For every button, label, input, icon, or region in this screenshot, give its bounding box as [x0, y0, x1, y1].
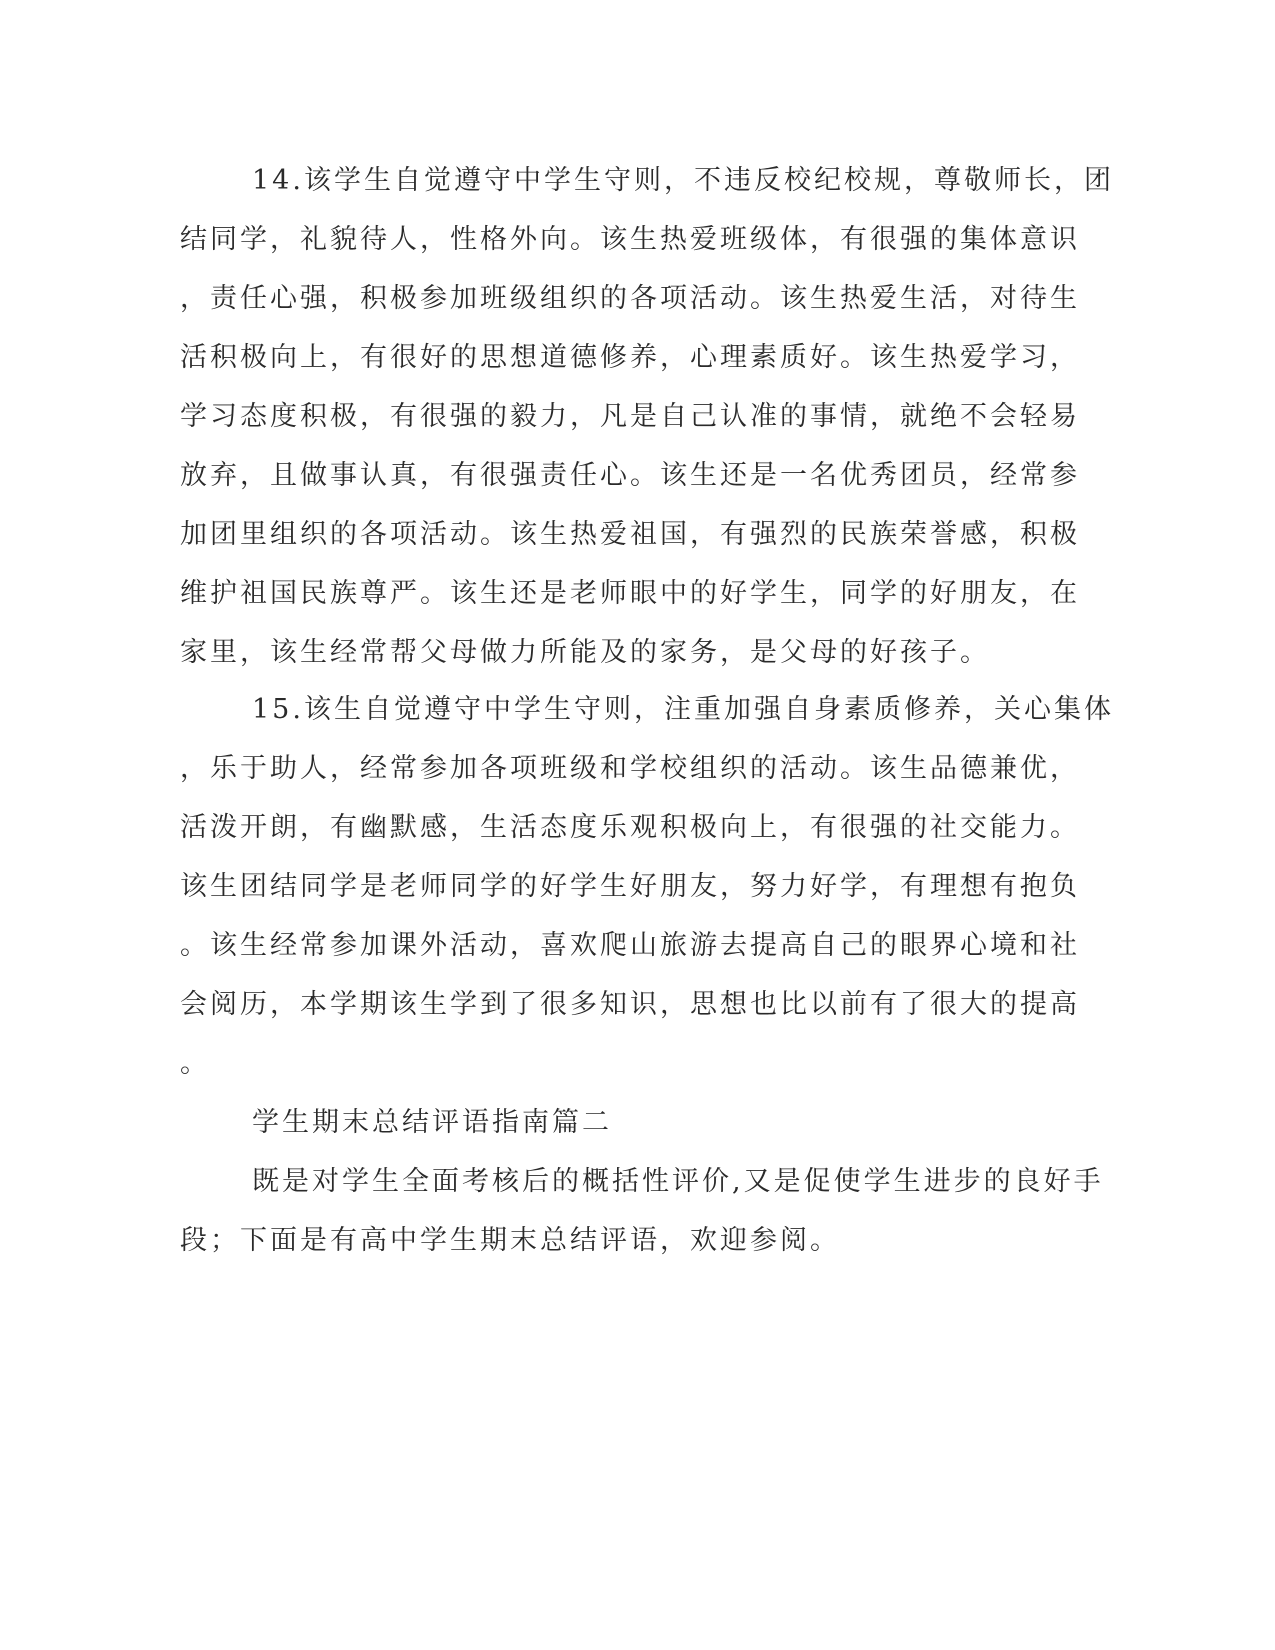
- paragraph-15-line-6: 会阅历，本学期该生学到了很多知识，思想也比以前有了很大的提高: [180, 989, 1080, 1020]
- paragraph-15-line-2: ，乐于助人，经常参加各项班级和学校组织的活动。该生品德兼优，: [180, 753, 1080, 784]
- paragraph-14-line-5: 学习态度积极，有很强的毅力，凡是自己认准的事情，就绝不会轻易: [180, 401, 1080, 432]
- paragraph-14-line-8: 维护祖国民族尊严。该生还是老师眼中的好学生，同学的好朋友，在: [180, 578, 1080, 609]
- paragraph-15-line-4: 该生团结同学是老师同学的好学生好朋友，努力好学，有理想有抱负: [180, 871, 1080, 902]
- paragraph-14-line-6: 放弃，且做事认真，有很强责任心。该生还是一名优秀团员，经常参: [180, 460, 1080, 491]
- intro-line-1: 既是对学生全面考核后的概括性评价,又是促使学生进步的良好手: [252, 1166, 1104, 1197]
- paragraph-15-line-3: 活泼开朗，有幽默感，生活态度乐观积极向上，有很强的社交能力。: [180, 812, 1080, 843]
- intro-line-2: 段；下面是有高中学生期末总结评语，欢迎参阅。: [180, 1225, 840, 1256]
- paragraph-14-line-2: 结同学，礼貌待人，性格外向。该生热爱班级体，有很强的集体意识: [180, 224, 1080, 255]
- section-heading: 学生期末总结评语指南篇二: [252, 1107, 612, 1138]
- paragraph-14-line-4: 活积极向上，有很好的思想道德修养，心理素质好。该生热爱学习，: [180, 342, 1080, 373]
- paragraph-14-line-9: 家里，该生经常帮父母做力所能及的家务，是父母的好孩子。: [180, 637, 990, 668]
- paragraph-14-line-7: 加团里组织的各项活动。该生热爱祖国，有强烈的民族荣誉感，积极: [180, 519, 1080, 550]
- paragraph-15-line-5: 。该生经常参加课外活动，喜欢爬山旅游去提高自己的眼界心境和社: [180, 930, 1080, 961]
- paragraph-15-line-1: 15.该生自觉遵守中学生守则，注重加强自身素质修养，关心集体: [252, 694, 1114, 725]
- paragraph-14-line-3: ，责任心强，积极参加班级组织的各项活动。该生热爱生活，对待生: [180, 283, 1080, 314]
- paragraph-15-line-7: 。: [180, 1048, 210, 1079]
- paragraph-14-line-1: 14.该学生自觉遵守中学生守则，不违反校纪校规，尊敬师长，团: [252, 165, 1114, 196]
